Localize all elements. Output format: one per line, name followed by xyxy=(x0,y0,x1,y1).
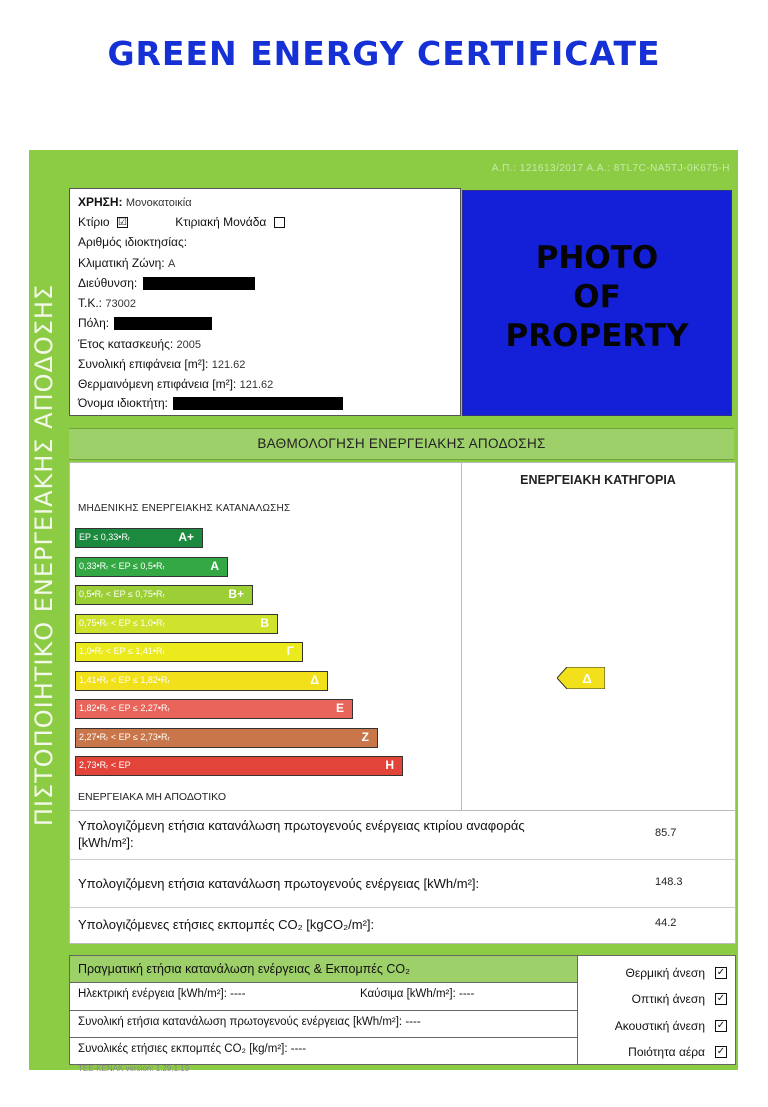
energy-bar-grade: Δ xyxy=(310,672,319,687)
fuel-label: Καύσιμα [kWh/m²]: ---- xyxy=(360,988,475,1000)
comfort-air-label: Ποιότητα αέρα xyxy=(628,1045,705,1059)
fuel-value: ---- xyxy=(458,988,475,1000)
comfort-acoustic-label: Ακουστική άνεση xyxy=(614,1019,705,1033)
calculated-metrics-table xyxy=(69,810,736,944)
not-efficient-label: ΕΝΕΡΓΕΙΑΚΑ ΜΗ ΑΠΟΔΟΤΙΚΟ xyxy=(78,791,226,803)
use-label: ΧΡΗΣΗ: xyxy=(78,195,123,209)
use-value: Μονοκατοικία xyxy=(125,197,192,209)
energy-bar-grade: Ε xyxy=(335,701,344,715)
zero-consumption-label: ΜΗΔΕΝΙΚΗΣ ΕΝΕΡΓΕΙΑΚΗΣ ΚΑΤΑΝΑΛΩΣΗΣ xyxy=(78,503,291,514)
rating-title: ΒΑΘΜΟΛΟΓΗΣΗ ΕΝΕΡΓΕΙΑΚΗΣ ΑΠΟΔΟΣΗΣ xyxy=(257,436,546,451)
energy-category-header: ΕΝΕΡΓΕΙΑΚΗ ΚΑΤΗΓΟΡΙΑ xyxy=(520,473,676,487)
energy-bar-8 xyxy=(75,756,403,776)
comfort-air-checkbox[interactable]: ✓ xyxy=(716,1046,726,1057)
side-label: ΠΙΣΤΟΠΟΙΗΤΙΚΟ ΕΝΕΡΓΕΙΑΚΗΣ ΑΠΟΔΟΣΗΣ xyxy=(30,283,58,827)
metric-value-co2: 44.2 xyxy=(655,917,677,929)
actual-consumption-header xyxy=(70,956,577,983)
energy-bar-grade: Γ xyxy=(286,644,294,658)
climate-zone-value: Α xyxy=(168,258,176,270)
building-info-panel xyxy=(69,188,461,416)
postal-value: 73002 xyxy=(105,298,136,310)
comfort-thermal-label: Θερμική άνεση xyxy=(625,966,705,980)
energy-bar-grade: Ζ xyxy=(361,729,369,744)
software-version: ΤΕΕ-ΚΕΝΑΚ version: 1.29.1.19 xyxy=(78,1064,190,1073)
electric-label: Ηλεκτρική ενέργεια [kWh/m²]: ---- xyxy=(78,988,246,1000)
year-label: Έτος κατασκευής: xyxy=(78,337,174,351)
total-area-label: Συνολική επιφάνεια [m²]: xyxy=(78,357,209,371)
photo-caption xyxy=(463,239,731,356)
metric-label-primary: Υπολογιζόμενη ετήσια κατανάλωση πρωτογενούς ενέργειας [kWh/m²]: xyxy=(78,876,480,891)
property-photo-placeholder xyxy=(462,190,732,416)
electric-fuel-row xyxy=(70,983,577,1009)
electric-value: ---- xyxy=(230,988,246,1000)
co2-actual-label: Συνολικές ετήσιες εκπομπές CO₂ [kg/m²]: ---- xyxy=(78,1043,307,1055)
primary-actual-row xyxy=(70,1010,577,1037)
address-redaction xyxy=(143,277,255,290)
heated-area-value: 121.62 xyxy=(239,379,274,391)
comfort-thermal-checkbox[interactable]: ✓ xyxy=(716,967,726,978)
owner-redaction xyxy=(173,397,343,410)
type-row xyxy=(78,215,285,229)
co2-actual-value: ---- xyxy=(290,1043,307,1055)
metric-row-co2 xyxy=(70,907,735,944)
energy-bar-range: 0,5•Rᵣ < EP ≤ 0,75•Rᵣ xyxy=(79,589,165,599)
comfort-separator xyxy=(577,956,578,1064)
primary-actual-label: Συνολική ετήσια κατανάλωση πρωτογενούς ενέργειας [kWh/m²]: ---- xyxy=(78,1016,421,1028)
energy-bar-1 xyxy=(75,557,228,577)
energy-bar-2 xyxy=(75,585,253,605)
pointer-arrow xyxy=(557,667,605,689)
city-redaction xyxy=(114,317,212,330)
total-area-value: 121.62 xyxy=(211,359,246,371)
energy-bar-range: 1,0•Rᵣ < EP ≤ 1,41•Rᵣ xyxy=(79,646,165,656)
comfort-visual-checkbox[interactable]: ✓ xyxy=(716,993,726,1004)
co2-actual-row xyxy=(70,1037,577,1064)
property-no-label: Αριθμός ιδιοκτησίας: xyxy=(78,235,188,249)
city-row xyxy=(78,316,212,330)
energy-bar-grade: B xyxy=(260,615,269,630)
metric-row-primary xyxy=(70,859,735,908)
energy-bar-range: 1,41•Rᵣ < EP ≤ 1,82•Rᵣ xyxy=(79,674,170,685)
energy-bar-range: EP ≤ 0,33•Rᵣ xyxy=(79,532,131,542)
energy-bar-range: 2,73•Rᵣ < EP xyxy=(79,760,131,770)
energy-bar-grade: A xyxy=(210,558,219,573)
energy-bar-range: 0,75•Rᵣ < EP ≤ 1,0•Rᵣ xyxy=(79,617,165,628)
pointer-letter: Δ xyxy=(582,671,592,686)
city-label: Πόλη: xyxy=(78,316,110,330)
postal-label: Τ.Κ.: xyxy=(78,296,103,310)
current-category-pointer xyxy=(557,667,605,689)
use-row xyxy=(78,195,192,209)
climate-zone-label: Κλιματική Ζώνη: xyxy=(78,256,165,270)
energy-bar-range: 1,82•Rᵣ < EP ≤ 2,27•Rᵣ xyxy=(79,703,170,713)
year-row xyxy=(78,337,201,351)
photo-line-1: PHOTO xyxy=(535,240,659,276)
comfort-acoustic-checkbox[interactable]: ✓ xyxy=(716,1020,726,1031)
scale-divider xyxy=(461,462,462,810)
metric-value-reference: 85.7 xyxy=(655,827,677,839)
energy-bar-range: 2,27•Rᵣ < EP ≤ 2,73•Rᵣ xyxy=(79,731,170,742)
address-label: Διεύθυνση: xyxy=(78,276,138,290)
page-title: GREEN ENERGY CERTIFICATE xyxy=(107,34,661,73)
energy-bar-6 xyxy=(75,699,353,719)
metric-row-reference xyxy=(70,811,735,859)
energy-bar-range: 0,33•Rᵣ < EP ≤ 0,5•Rᵣ xyxy=(79,560,165,571)
actual-consumption-panel xyxy=(69,955,736,1065)
primary-actual-value: ---- xyxy=(405,1016,421,1028)
property-no-row xyxy=(78,235,187,249)
heated-area-label: Θερμαινόμενη επιφάνεια [m²]: xyxy=(78,377,237,391)
energy-bar-grade: B+ xyxy=(228,587,244,601)
owner-label: Όνομα ιδιοκτήτη: xyxy=(78,396,168,410)
energy-bar-grade: A+ xyxy=(178,530,194,544)
postal-row xyxy=(78,296,136,310)
actual-consumption-title: Πραγματική ετήσια κατανάλωση ενέργειας & Εκπομπές CO₂ xyxy=(78,962,410,976)
address-row xyxy=(78,276,255,290)
metric-value-primary: 148.3 xyxy=(655,876,683,888)
energy-bar-0 xyxy=(75,528,203,548)
heated-area-row xyxy=(78,377,273,391)
photo-line-2: OF xyxy=(573,279,621,315)
energy-bar-7 xyxy=(75,728,378,748)
certificate-number: Α.Π.: 121613/2017 Α.Α.: 8TL7C-NA5TJ-0K675-H xyxy=(491,163,730,174)
comfort-visual-label: Οπτική άνεση xyxy=(631,992,705,1006)
metric-label-co2: Υπολογιζόμενες ετήσιες εκπομπές CO₂ [kgCO₂/m²]: xyxy=(78,917,375,932)
unit-checkbox[interactable] xyxy=(274,217,285,228)
climate-zone-row xyxy=(78,256,175,270)
building-label: Κτίριο xyxy=(78,215,110,229)
energy-bar-5 xyxy=(75,671,328,691)
year-value: 2005 xyxy=(176,339,202,351)
total-area-row xyxy=(78,357,245,371)
metric-label-reference: Υπολογιζόμενη ετήσια κατανάλωση πρωτογενούς ενέργειας κτιρίου αναφοράς [kWh/m²]: xyxy=(78,818,525,850)
photo-line-3: PROPERTY xyxy=(505,318,689,354)
energy-bar-4 xyxy=(75,642,303,662)
rating-section-header xyxy=(69,428,734,460)
energy-bar-grade: Η xyxy=(385,758,394,772)
owner-row xyxy=(78,396,343,410)
energy-bar-3 xyxy=(75,614,278,634)
building-checkbox[interactable]: ☑ xyxy=(117,217,127,229)
unit-label: Κτιριακή Μονάδα xyxy=(175,215,267,229)
